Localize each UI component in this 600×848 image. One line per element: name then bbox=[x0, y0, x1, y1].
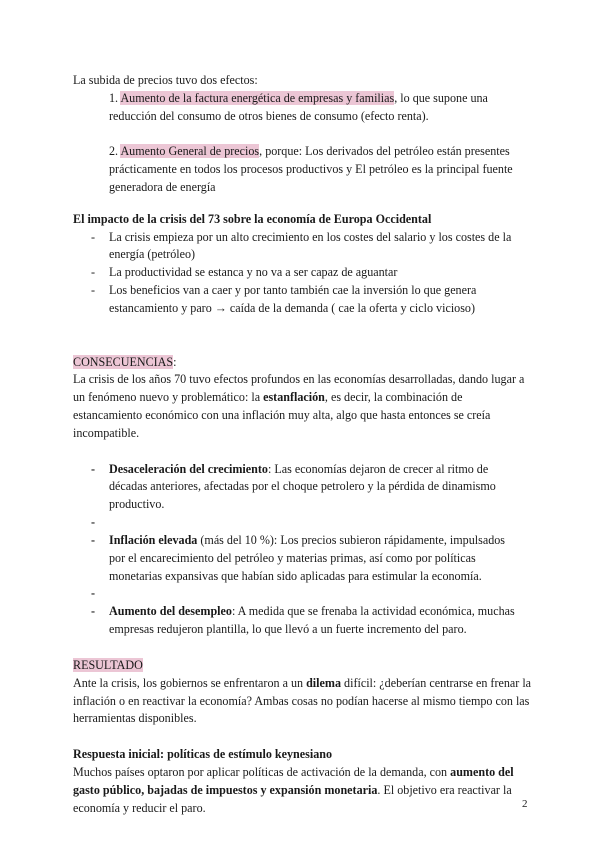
consecuencia-item bbox=[73, 532, 533, 585]
consecuencias-label: CONSECUENCIAS bbox=[73, 354, 174, 369]
consecuencias-text-a: La crisis de los años 70 tuvo efectos profundos en las economías desarrolladas, dando lugar a un fenómeno nuevo y problemático: la bbox=[73, 372, 525, 405]
impact-item: - Los beneficios van a caer y por tanto también cae la inversión lo que genera estancamiento y paro → caída de la demanda ( cae la oferta y ciclo vicioso) bbox=[73, 282, 533, 318]
impact-item: - La productividad se estanca y no va a ser capaz de aguantar bbox=[73, 264, 533, 282]
consecuencia-item bbox=[73, 603, 533, 639]
consecuencia-term: Desaceleración del crecimiento bbox=[109, 461, 268, 476]
effect-2-text: , porque: Los derivados del petróleo están presentes prácticamente en todos los procesos productivos y El petróleo es la principal fuente generadora de energía bbox=[109, 144, 513, 194]
resultado-text-a: Ante la crisis, los gobiernos se enfrentaron a un bbox=[73, 675, 307, 690]
impact-heading: El impacto de la crisis del 73 sobre la economía de Europa Occidental bbox=[73, 211, 432, 226]
document-page bbox=[73, 72, 533, 817]
impact-list bbox=[73, 229, 533, 318]
respuesta-text-b: . El objetivo era reactivar la economía y reducir el paro. bbox=[73, 782, 512, 815]
effect-2 bbox=[73, 143, 533, 196]
consecuencia-text: : Las economías dejaron de crecer al ritmo de décadas anteriores, afectadas por el choque petrolero y la pérdida de dinamismo productivo. bbox=[109, 461, 496, 512]
consecuencias-text-b: , es decir, la combinación de estancamiento económico con una inflación muy alta, algo que hasta entonces se creía incompatible. bbox=[73, 390, 491, 440]
effect-2-number: 2. bbox=[109, 144, 121, 159]
consecuencia-text: (más del 10 %): Los precios subieron rápidamente, impulsados por el encarecimiento del petróleo y materias primas, así como por políticas monetarias expansivas que habían sido aplicadas para estimular la economía. bbox=[109, 532, 506, 583]
resultado-paragraph bbox=[73, 675, 533, 728]
respuesta-paragraph bbox=[73, 764, 533, 817]
effect-1-number: 1. bbox=[109, 90, 121, 105]
effect-2-highlight: Aumento General de precios bbox=[120, 144, 260, 159]
impact-item: - La crisis empieza por un alto crecimiento en los costes del salario y los costes de la energía (petróleo) bbox=[73, 229, 533, 265]
consecuencias-colon: : bbox=[173, 354, 177, 369]
respuesta-bold: aumento del gasto público, bajadas de impuestos y expansión monetaria bbox=[73, 764, 514, 797]
effect-1-highlight: Aumento de la factura energética de empresas y familias bbox=[120, 90, 395, 105]
dilema-term: dilema bbox=[306, 675, 342, 690]
page-number: 2 bbox=[522, 798, 528, 810]
intro-lead: La subida de precios tuvo dos efectos: bbox=[73, 73, 258, 87]
consecuencia-item bbox=[73, 461, 533, 514]
respuesta-text-a: Muchos países optaron por aplicar políticas de activación de la demanda, con bbox=[73, 764, 451, 779]
consecuencia-term: Inflación elevada bbox=[109, 532, 198, 547]
respuesta-heading: Respuesta inicial: políticas de estímulo keynesiano bbox=[73, 747, 333, 762]
effect-1-text: , lo que supone una reducción del consumo de otros bienes de consumo (efecto renta). bbox=[109, 90, 488, 123]
consecuencias-heading bbox=[73, 354, 533, 372]
resultado-label: RESULTADO bbox=[73, 657, 143, 672]
effect-1 bbox=[73, 90, 533, 126]
resultado-text-b: difícil: ¿deberían centrarse en frenar la inflación o en reactivar la economía? Ambas cosas no podían hacerse al mismo tiempo con las herramientas disponibles. bbox=[73, 675, 532, 726]
resultado-heading bbox=[73, 657, 533, 675]
consecuencias-list bbox=[73, 461, 533, 639]
consecuencia-text: : A medida que se frenaba la actividad económica, muchas empresas redujeron plantilla, lo que llevó a un fuerte incremento del paro. bbox=[109, 604, 515, 637]
consecuencias-paragraph bbox=[73, 371, 533, 442]
estanflacion-term: estanflación bbox=[263, 390, 325, 405]
consecuencia-term: Aumento del desempleo bbox=[109, 604, 232, 619]
